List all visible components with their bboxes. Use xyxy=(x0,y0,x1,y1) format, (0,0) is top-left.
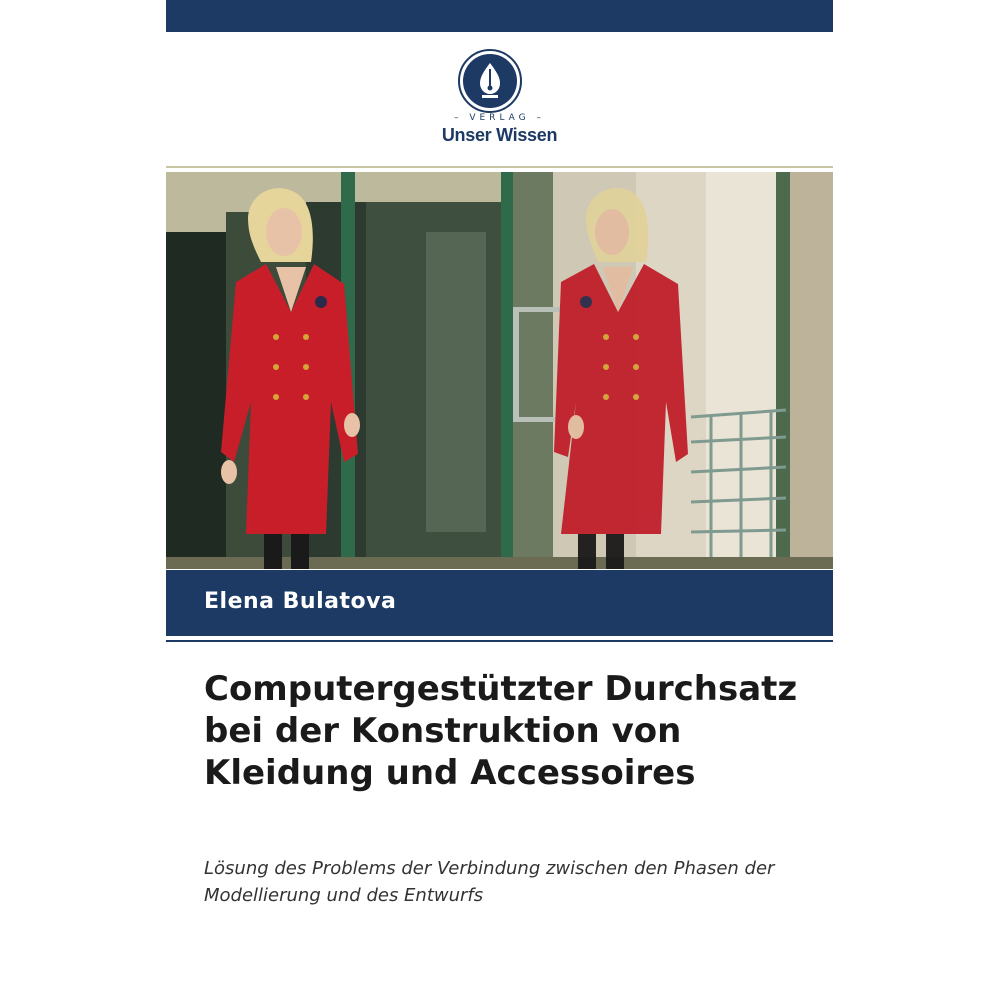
author-name: Elena Bulatova xyxy=(204,589,397,614)
divider xyxy=(166,166,833,168)
cover-photo xyxy=(166,172,833,569)
publisher-small-label: – VERLAG – xyxy=(453,113,546,123)
publisher-logo-icon xyxy=(458,49,522,113)
book-title: Computergestützter Durchsatz bei der Konstruktion von Kleidung und Accessoires xyxy=(204,669,798,793)
divider xyxy=(166,640,833,642)
top-band xyxy=(166,0,833,32)
woman-in-red-coat-reflection-photo-icon xyxy=(166,172,833,569)
author-band xyxy=(166,570,833,636)
publisher-name: Unser Wissen xyxy=(441,125,558,145)
book-subtitle: Lösung des Problems der Verbindung zwischen den Phasen der Modellierung und des Entwurfs xyxy=(204,858,775,906)
book-cover xyxy=(166,0,833,1000)
